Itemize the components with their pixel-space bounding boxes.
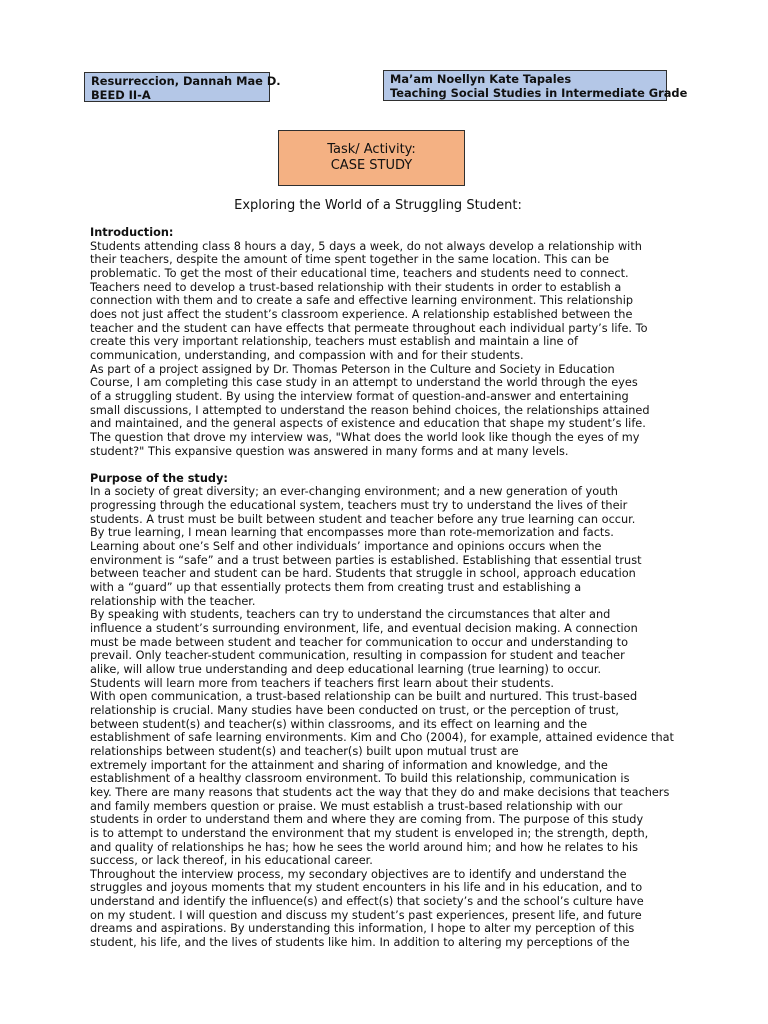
task-label: Task/ Activity: <box>327 142 416 157</box>
purpose-text <box>90 485 680 949</box>
document-body <box>90 226 680 950</box>
purpose-heading: Purpose of the study: <box>90 471 228 485</box>
text-line: Throughout the interview process, my secondary objectives are to identify and understand the <box>90 867 627 881</box>
text-line: success, or lack thereof, in his educational career. <box>90 854 373 868</box>
text-line: environment is “safe” and a trust between parties is established. Establishing that essential trust <box>90 553 642 567</box>
introduction-heading: Introduction: <box>90 226 174 239</box>
task-box <box>278 130 465 186</box>
task-type: CASE STUDY <box>330 158 413 173</box>
text-line: prevail. Only teacher-student communication, resulting in compassion for student and teacher <box>90 649 625 663</box>
text-line: students in order to understand them and where they are coming from. The purpose of this study <box>90 813 644 827</box>
text-line: The question that drove my interview was, "What does the world look like though the eyes of my <box>90 430 640 444</box>
text-line: communication, understanding, and compassion with and for their students. <box>90 348 524 362</box>
course-name: Teaching Social Studies in Intermediate Grade <box>390 85 688 100</box>
text-line: influence a student’s surrounding environment, life, and eventual decision making. A connection <box>90 622 638 636</box>
text-line: key. There are many reasons that students act the way that they do and make decisions that teachers <box>90 785 670 799</box>
text-line: Learning about one’s Self and other individuals’ importance and opinions occurs when the <box>90 540 602 554</box>
text-line: extremely important for the attainment and sharing of information and knowledge, and the <box>90 758 608 772</box>
student-name: Resurreccion, Dannah Mae D. <box>91 74 281 88</box>
text-line: In a society of great diversity; an ever-changing environment; and a new generation of youth <box>90 485 618 499</box>
text-line: with a “guard” up that essentially protects them from creating trust and establishing a <box>90 581 582 595</box>
text-line: establishment of safe learning environments. Kim and Cho (2004), for example, attained evidence that <box>90 731 674 745</box>
section-gap <box>90 458 680 472</box>
text-line: connection with them and to create a safe and effective learning environment. This relationship <box>90 294 634 308</box>
text-line: By speaking with students, teachers can try to understand the circumstances that alter and <box>90 608 611 622</box>
text-line: understand and identify the influence(s) and effect(s) that society’s and the school’s culture have <box>90 895 644 909</box>
text-line: relationships between student(s) and teacher(s) built upon mutual trust are <box>90 744 519 758</box>
text-line: on my student. I will question and discuss my student’s past experiences, present life, and future <box>90 908 642 922</box>
text-line: struggles and joyous moments that my student encounters in his life and in his education, and to <box>90 881 643 895</box>
text-line: must be made between student and teacher for communication to occur and understanding to <box>90 635 628 649</box>
student-info-box <box>84 72 281 102</box>
text-line: between student(s) and teacher(s) within classrooms, and its effect on learning and the <box>90 717 588 731</box>
text-line: does not just affect the student’s classroom experience. A relationship established between the <box>90 307 633 321</box>
text-line: relationship with the teacher. <box>90 594 256 608</box>
text-line: and quality of relationships he has; how he sees the world around him; and how he relates to his <box>90 840 639 854</box>
text-line: teacher and the student can have effects that permeate throughout each individual party’s life. To <box>90 321 648 335</box>
text-line: small discussions, I attempted to understand the reason behind choices, the relationships attained <box>90 403 650 417</box>
text-line: Course, I am completing this case study in an attempt to understand the world through the eyes <box>90 376 638 390</box>
text-line: between teacher and student can be hard. Students that struggle in school, approach education <box>90 567 636 581</box>
text-line: relationship is crucial. Many studies have been conducted on trust, or the perception of trust, <box>90 703 620 717</box>
text-line: dreams and aspirations. By understanding this information, I hope to alter my perception of this <box>90 922 635 936</box>
text-line: problematic. To get the most of their educational time, teachers and students need to connect. <box>90 266 629 280</box>
text-line: their teachers, despite the amount of time spent together in the same location. This can be <box>90 253 609 267</box>
instructor-info-box <box>383 70 688 101</box>
text-line: progressing through the educational system, teachers must try to understand the lives of their <box>90 499 628 513</box>
text-line: and maintained, and the general aspects of existence and education that shape my student’s life. <box>90 417 646 431</box>
text-line: With open communication, a trust-based relationship can be built and nurtured. This trust-based <box>90 690 638 704</box>
text-line: By true learning, I mean learning that encompasses more than rote-memorization and facts. <box>90 526 614 540</box>
text-line: establishment of a healthy classroom environment. To build this relationship, communication is <box>90 772 630 786</box>
text-line: As part of a project assigned by Dr. Thomas Peterson in the Culture and Society in Education <box>90 362 615 376</box>
text-line: Students attending class 8 hours a day, 5 days a week, do not always develop a relationship with <box>90 239 642 253</box>
text-line: student?" This expansive question was answered in many forms and at many levels. <box>90 444 569 458</box>
instructor-name: Ma’am Noellyn Kate Tapales <box>390 72 572 86</box>
student-section: BEED II-A <box>91 87 151 102</box>
text-line: students. A trust must be built between student and teacher before any true learning can occur. <box>90 512 636 526</box>
text-line: is to attempt to understand the environment that my student is enveloped in; the strength, depth, <box>90 826 649 840</box>
text-line: create this very important relationship, teachers must establish and maintain a line of <box>90 335 578 349</box>
text-line: and family members question or praise. We must establish a trust-based relationship with our <box>90 799 623 813</box>
text-line: alike, will allow true understanding and deep educational learning (true learning) to occur. <box>90 662 602 676</box>
text-line: Teachers need to develop a trust-based relationship with their students in order to establish a <box>90 280 622 294</box>
introduction-text <box>90 240 680 459</box>
text-line: student, his life, and the lives of students like him. In addition to altering my perceptions of the <box>90 936 630 950</box>
document-title: Exploring the World of a Struggling Student: <box>234 198 522 213</box>
text-line: of a struggling student. By using the interview format of question-and-answer and entertaining <box>90 389 629 403</box>
text-line: Students will learn more from teachers if teachers first learn about their students. <box>90 676 554 690</box>
